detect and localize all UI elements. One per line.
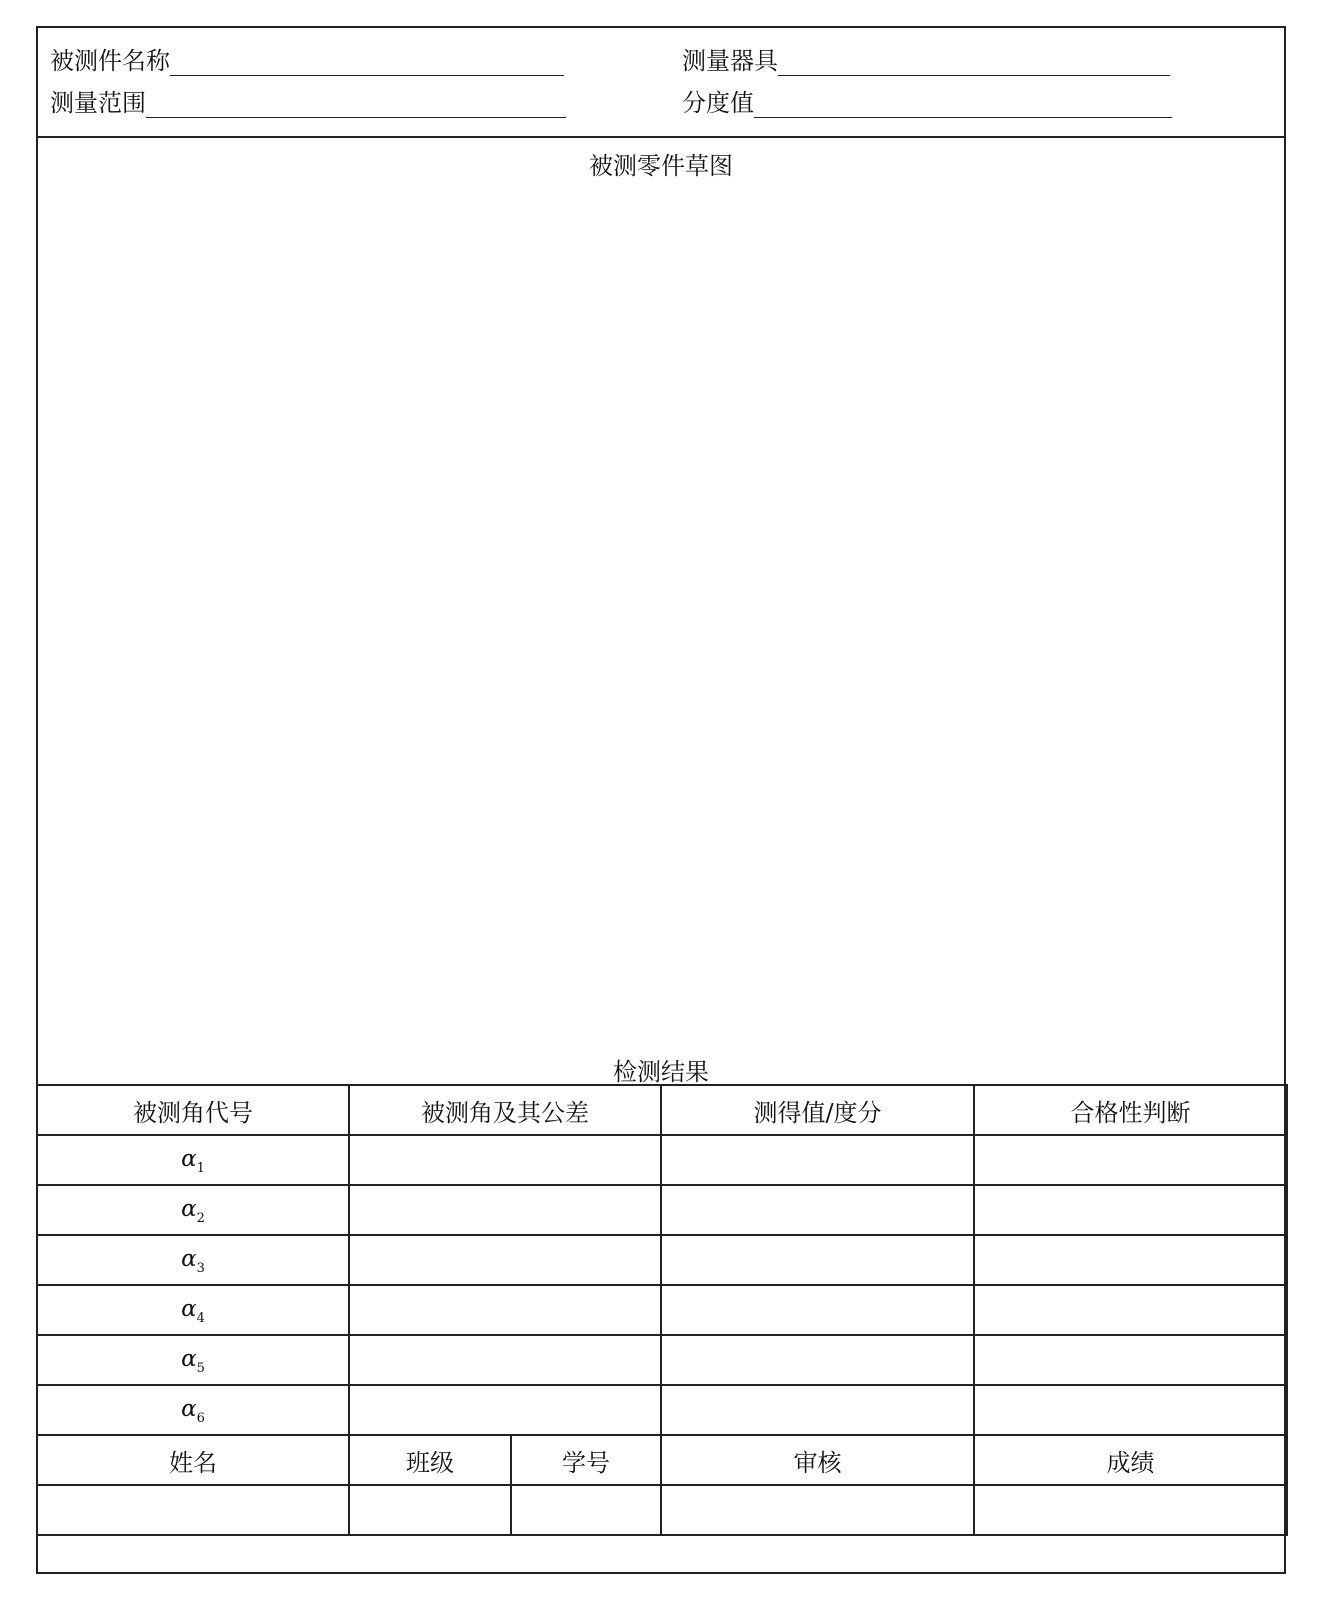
- measured-value-cell[interactable]: [661, 1285, 974, 1335]
- score-cell[interactable]: [974, 1485, 1287, 1535]
- part-name-field: [50, 42, 564, 76]
- tolerance-cell[interactable]: [349, 1135, 661, 1185]
- measured-value-cell[interactable]: [661, 1135, 974, 1185]
- angle-symbol-cell: $\alpha_3$: [37, 1235, 349, 1285]
- column-header: 合格性判断: [974, 1085, 1287, 1135]
- tolerance-cell[interactable]: [349, 1385, 661, 1435]
- angle-symbol-cell: $\alpha_5$: [37, 1335, 349, 1385]
- table-row: [37, 1285, 1287, 1335]
- table-row: [37, 1235, 1287, 1285]
- results-table: [36, 1084, 1288, 1536]
- footer-input-row: [37, 1485, 1287, 1535]
- student-id-cell[interactable]: [511, 1485, 661, 1535]
- division-field: [682, 84, 1172, 118]
- conformity-cell[interactable]: [974, 1135, 1287, 1185]
- tolerance-cell[interactable]: [349, 1335, 661, 1385]
- measured-value-cell[interactable]: [661, 1385, 974, 1435]
- measured-value-cell[interactable]: [661, 1235, 974, 1285]
- instrument-field: [682, 42, 1170, 76]
- name-cell[interactable]: [37, 1485, 349, 1535]
- part-name-label: 被测件名称: [50, 47, 170, 75]
- measurement-report-form: [36, 26, 1286, 1574]
- tolerance-cell[interactable]: [349, 1285, 661, 1335]
- angle-symbol-cell: $\alpha_1$: [37, 1135, 349, 1185]
- column-header: 测得值/度分: [661, 1085, 974, 1135]
- conformity-cell[interactable]: [974, 1235, 1287, 1285]
- column-header: 被测角代号: [37, 1085, 349, 1135]
- table-row: [37, 1335, 1287, 1385]
- review-header: 审核: [661, 1435, 974, 1485]
- conformity-cell[interactable]: [974, 1185, 1287, 1235]
- conformity-cell[interactable]: [974, 1285, 1287, 1335]
- tolerance-cell[interactable]: [349, 1235, 661, 1285]
- sketch-area[interactable]: [38, 188, 1284, 1038]
- conformity-cell[interactable]: [974, 1335, 1287, 1385]
- tolerance-cell[interactable]: [349, 1185, 661, 1235]
- division-input-line[interactable]: [754, 87, 1172, 118]
- table-row: [37, 1385, 1287, 1435]
- column-header: 被测角及其公差: [349, 1085, 661, 1135]
- footer-header-row: [37, 1435, 1287, 1485]
- instrument-input-line[interactable]: [778, 45, 1170, 76]
- range-field: [50, 84, 566, 118]
- class-header: 班级: [349, 1435, 511, 1485]
- division-label: 分度值: [682, 89, 754, 117]
- angle-symbol-cell: $\alpha_4$: [37, 1285, 349, 1335]
- name-header: 姓名: [37, 1435, 349, 1485]
- conformity-cell[interactable]: [974, 1385, 1287, 1435]
- score-header: 成绩: [974, 1435, 1287, 1485]
- instrument-label: 测量器具: [682, 47, 778, 75]
- sketch-title: 被测零件草图: [589, 152, 733, 180]
- table-row: [37, 1185, 1287, 1235]
- angle-symbol-cell: $\alpha_2$: [37, 1185, 349, 1235]
- class-cell[interactable]: [349, 1485, 511, 1535]
- part-name-input-line[interactable]: [170, 45, 564, 76]
- results-header-row: [37, 1085, 1287, 1135]
- results-title: 检测结果: [613, 1058, 709, 1086]
- angle-symbol-cell: $\alpha_6$: [37, 1385, 349, 1435]
- header-section: [38, 28, 1284, 138]
- student-id-header: 学号: [511, 1435, 661, 1485]
- measured-value-cell[interactable]: [661, 1185, 974, 1235]
- table-row: [37, 1135, 1287, 1185]
- range-label: 测量范围: [50, 89, 146, 117]
- range-input-line[interactable]: [146, 87, 566, 118]
- measured-value-cell[interactable]: [661, 1335, 974, 1385]
- review-cell[interactable]: [661, 1485, 974, 1535]
